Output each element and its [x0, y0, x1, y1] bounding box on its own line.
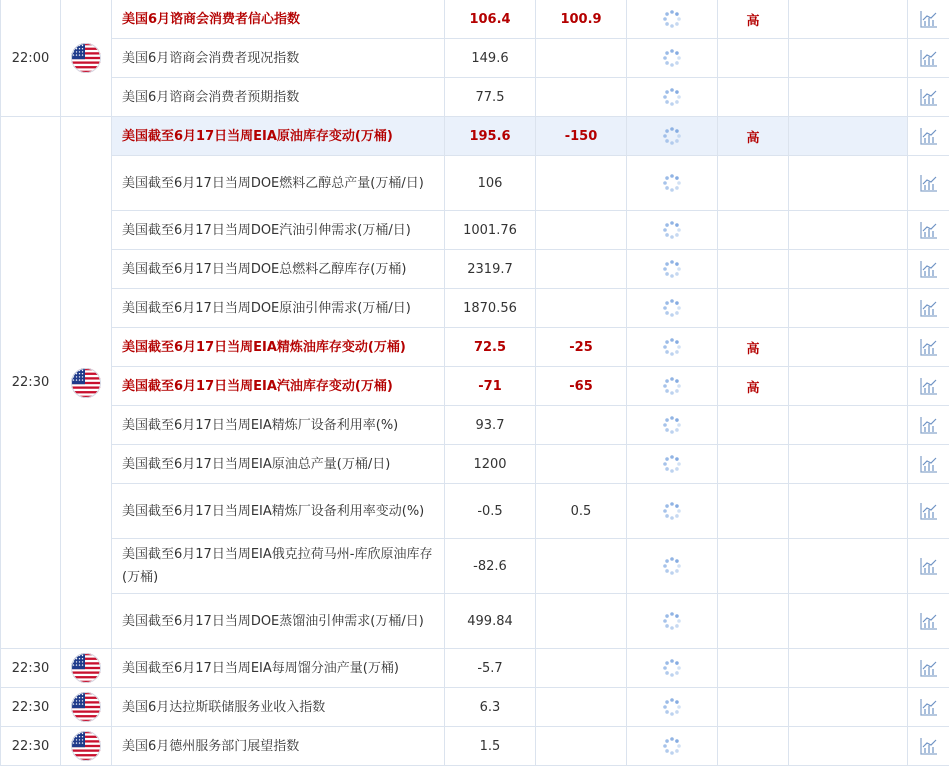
actual-value: 1.5 [445, 727, 536, 766]
importance-level [718, 78, 789, 117]
table-row [1, 445, 949, 484]
chart-cell[interactable] [908, 117, 949, 156]
forecast-value [536, 406, 627, 445]
importance-level [718, 211, 789, 250]
interpretation-cell [789, 39, 908, 78]
forecast-value: 100.9 [536, 0, 627, 39]
importance-level [718, 688, 789, 727]
interpretation-cell [789, 406, 908, 445]
loading-cell [627, 649, 718, 688]
forecast-value [536, 289, 627, 328]
actual-value: 93.7 [445, 406, 536, 445]
chart-icon[interactable] [919, 48, 939, 68]
loading-cell [627, 328, 718, 367]
loading-spinner-icon [661, 258, 683, 280]
chart-icon[interactable] [919, 658, 939, 678]
actual-value: 195.6 [445, 117, 536, 156]
loading-cell [627, 727, 718, 766]
actual-value: 72.5 [445, 328, 536, 367]
actual-value: 6.3 [445, 688, 536, 727]
indicator-name[interactable]: 美国截至6月17日当周EIA每周馏分油产量(万桶) [112, 649, 445, 688]
loading-spinner-icon [661, 86, 683, 108]
loading-cell [627, 445, 718, 484]
country-flag-cell [61, 688, 112, 727]
chart-cell[interactable] [908, 539, 949, 594]
chart-cell[interactable] [908, 367, 949, 406]
event-time: 22:00 [1, 0, 61, 117]
actual-value: -82.6 [445, 539, 536, 594]
loading-spinner-icon [661, 47, 683, 69]
chart-icon[interactable] [919, 556, 939, 576]
interpretation-cell [789, 0, 908, 39]
interpretation-cell [789, 649, 908, 688]
event-time: 22:30 [1, 727, 61, 766]
forecast-value [536, 594, 627, 649]
table-row [1, 406, 949, 445]
loading-spinner-icon [661, 610, 683, 632]
indicator-name[interactable]: 美国6月德州服务部门展望指数 [112, 727, 445, 766]
importance-level [718, 539, 789, 594]
interpretation-cell [789, 289, 908, 328]
table-row [1, 688, 949, 727]
interpretation-cell [789, 328, 908, 367]
interpretation-cell [789, 117, 908, 156]
interpretation-cell [789, 727, 908, 766]
indicator-name[interactable]: 美国6月谘商会消费者预期指数 [112, 78, 445, 117]
event-time: 22:30 [1, 117, 61, 649]
chart-cell[interactable] [908, 250, 949, 289]
chart-icon[interactable] [919, 173, 939, 193]
country-flag-cell [61, 117, 112, 649]
loading-cell [627, 0, 718, 39]
indicator-name[interactable]: 美国截至6月17日当周DOE蒸馏油引伸需求(万桶/日) [112, 594, 445, 649]
chart-icon[interactable] [919, 126, 939, 146]
loading-spinner-icon [661, 555, 683, 577]
forecast-value [536, 78, 627, 117]
chart-icon[interactable] [919, 376, 939, 396]
table-row [1, 328, 949, 367]
indicator-name[interactable]: 美国截至6月17日当周EIA原油库存变动(万桶) [112, 117, 445, 156]
loading-spinner-icon [661, 375, 683, 397]
table-row [1, 649, 949, 688]
loading-spinner-icon [661, 336, 683, 358]
chart-icon[interactable] [919, 298, 939, 318]
us-flag-icon [71, 731, 101, 761]
forecast-value: -65 [536, 367, 627, 406]
loading-spinner-icon [661, 453, 683, 475]
loading-cell [627, 367, 718, 406]
interpretation-cell [789, 250, 908, 289]
interpretation-cell [789, 156, 908, 211]
table-row [1, 0, 949, 39]
chart-icon[interactable] [919, 9, 939, 29]
actual-value: 149.6 [445, 39, 536, 78]
indicator-name[interactable]: 美国截至6月17日当周EIA俄克拉荷马州-库欣原油库存(万桶) [112, 539, 445, 594]
loading-cell [627, 156, 718, 211]
chart-cell[interactable] [908, 594, 949, 649]
importance-level [718, 649, 789, 688]
forecast-value [536, 39, 627, 78]
forecast-value [536, 649, 627, 688]
indicator-name[interactable]: 美国截至6月17日当周EIA汽油库存变动(万桶) [112, 367, 445, 406]
indicator-name[interactable]: 美国截至6月17日当周DOE总燃料乙醇库存(万桶) [112, 250, 445, 289]
forecast-value [536, 156, 627, 211]
forecast-value [536, 539, 627, 594]
loading-cell [627, 688, 718, 727]
importance-level [718, 445, 789, 484]
loading-spinner-icon [661, 125, 683, 147]
actual-value: 1001.76 [445, 211, 536, 250]
interpretation-cell [789, 594, 908, 649]
actual-value: -5.7 [445, 649, 536, 688]
interpretation-cell [789, 688, 908, 727]
country-flag-cell [61, 727, 112, 766]
interpretation-cell [789, 211, 908, 250]
indicator-name[interactable]: 美国截至6月17日当周EIA精炼厂设备利用率(%) [112, 406, 445, 445]
loading-cell [627, 484, 718, 539]
table-row [1, 211, 949, 250]
forecast-value: -150 [536, 117, 627, 156]
loading-spinner-icon [661, 414, 683, 436]
actual-value: 1200 [445, 445, 536, 484]
actual-value: -0.5 [445, 484, 536, 539]
table-row [1, 39, 949, 78]
chart-cell[interactable] [908, 211, 949, 250]
chart-icon[interactable] [919, 501, 939, 521]
chart-icon[interactable] [919, 415, 939, 435]
indicator-name[interactable]: 美国6月达拉斯联储服务业收入指数 [112, 688, 445, 727]
loading-spinner-icon [661, 172, 683, 194]
indicator-name[interactable]: 美国截至6月17日当周DOE燃料乙醇总产量(万桶/日) [112, 156, 445, 211]
indicator-name[interactable]: 美国截至6月17日当周EIA精炼厂设备利用率变动(%) [112, 484, 445, 539]
table-row [1, 484, 949, 539]
chart-icon[interactable] [919, 736, 939, 756]
actual-value: 1870.56 [445, 289, 536, 328]
loading-cell [627, 250, 718, 289]
us-flag-icon [71, 368, 101, 398]
importance-level: 高 [718, 328, 789, 367]
table-row [1, 727, 949, 766]
indicator-name[interactable]: 美国截至6月17日当周DOE原油引伸需求(万桶/日) [112, 289, 445, 328]
chart-cell[interactable] [908, 406, 949, 445]
forecast-value: -25 [536, 328, 627, 367]
forecast-value [536, 688, 627, 727]
table-row [1, 156, 949, 211]
chart-cell[interactable] [908, 688, 949, 727]
importance-level [718, 250, 789, 289]
forecast-value [536, 211, 627, 250]
chart-icon[interactable] [919, 611, 939, 631]
chart-icon[interactable] [919, 454, 939, 474]
importance-level [718, 594, 789, 649]
forecast-value: 0.5 [536, 484, 627, 539]
loading-cell [627, 39, 718, 78]
interpretation-cell [789, 539, 908, 594]
loading-cell [627, 211, 718, 250]
indicator-name[interactable]: 美国6月谘商会消费者信心指数 [112, 0, 445, 39]
loading-cell [627, 289, 718, 328]
chart-cell[interactable] [908, 156, 949, 211]
loading-cell [627, 539, 718, 594]
actual-value: -71 [445, 367, 536, 406]
loading-spinner-icon [661, 500, 683, 522]
chart-cell[interactable] [908, 484, 949, 539]
interpretation-cell [789, 484, 908, 539]
actual-value: 499.84 [445, 594, 536, 649]
calendar-body [1, 0, 949, 766]
loading-spinner-icon [661, 735, 683, 757]
event-time: 22:30 [1, 649, 61, 688]
importance-level: 高 [718, 367, 789, 406]
chart-cell[interactable] [908, 39, 949, 78]
indicator-name[interactable]: 美国6月谘商会消费者现况指数 [112, 39, 445, 78]
loading-spinner-icon [661, 696, 683, 718]
table-row [1, 117, 949, 156]
chart-icon[interactable] [919, 220, 939, 240]
table-row [1, 250, 949, 289]
chart-cell[interactable] [908, 289, 949, 328]
loading-cell [627, 117, 718, 156]
forecast-value [536, 250, 627, 289]
interpretation-cell [789, 367, 908, 406]
chart-cell[interactable] [908, 0, 949, 39]
actual-value: 106 [445, 156, 536, 211]
loading-cell [627, 594, 718, 649]
table-row [1, 367, 949, 406]
indicator-name[interactable]: 美国截至6月17日当周EIA原油总产量(万桶/日) [112, 445, 445, 484]
table-row [1, 78, 949, 117]
loading-cell [627, 406, 718, 445]
chart-icon[interactable] [919, 259, 939, 279]
chart-cell[interactable] [908, 649, 949, 688]
actual-value: 77.5 [445, 78, 536, 117]
table-row [1, 539, 949, 594]
chart-cell[interactable] [908, 78, 949, 117]
loading-spinner-icon [661, 8, 683, 30]
table-row [1, 289, 949, 328]
interpretation-cell [789, 78, 908, 117]
table-row [1, 594, 949, 649]
indicator-name[interactable]: 美国截至6月17日当周EIA精炼油库存变动(万桶) [112, 328, 445, 367]
us-flag-icon [71, 653, 101, 683]
importance-level: 高 [718, 117, 789, 156]
actual-value: 2319.7 [445, 250, 536, 289]
country-flag-cell [61, 0, 112, 117]
forecast-value [536, 445, 627, 484]
chart-cell[interactable] [908, 328, 949, 367]
chart-icon[interactable] [919, 697, 939, 717]
importance-level [718, 156, 789, 211]
importance-level [718, 289, 789, 328]
loading-cell [627, 78, 718, 117]
chart-icon[interactable] [919, 337, 939, 357]
interpretation-cell [789, 445, 908, 484]
importance-level [718, 727, 789, 766]
importance-level [718, 406, 789, 445]
event-time: 22:30 [1, 688, 61, 727]
loading-spinner-icon [661, 657, 683, 679]
indicator-name[interactable]: 美国截至6月17日当周DOE汽油引伸需求(万桶/日) [112, 211, 445, 250]
importance-level [718, 484, 789, 539]
forecast-value [536, 727, 627, 766]
loading-spinner-icon [661, 219, 683, 241]
chart-cell[interactable] [908, 445, 949, 484]
us-flag-icon [71, 43, 101, 73]
chart-icon[interactable] [919, 87, 939, 107]
us-flag-icon [71, 692, 101, 722]
country-flag-cell [61, 649, 112, 688]
importance-level: 高 [718, 0, 789, 39]
chart-cell[interactable] [908, 727, 949, 766]
actual-value: 106.4 [445, 0, 536, 39]
importance-level [718, 39, 789, 78]
loading-spinner-icon [661, 297, 683, 319]
